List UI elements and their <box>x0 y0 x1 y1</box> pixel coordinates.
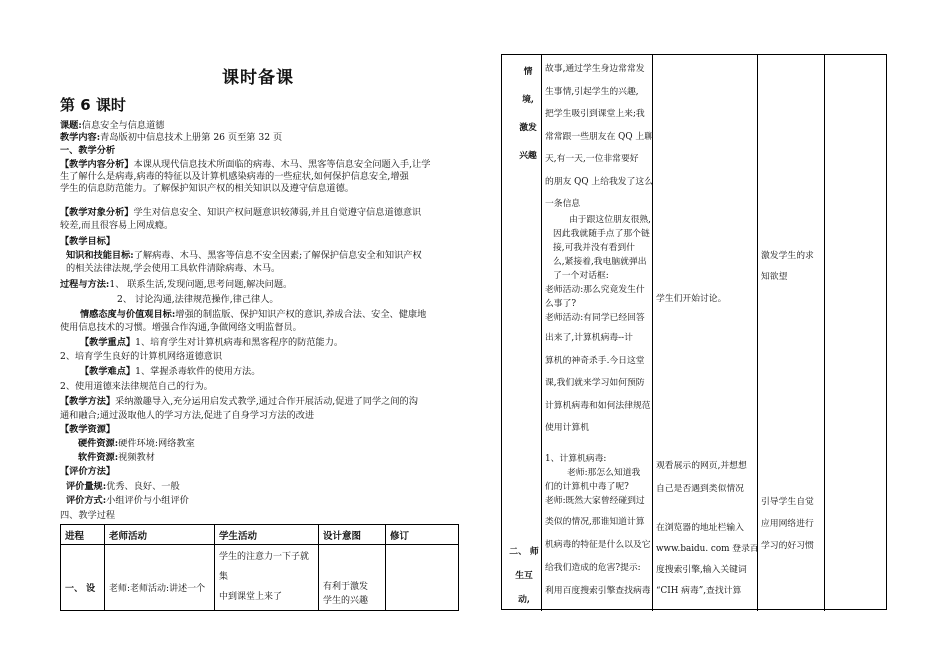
student-cell-2b <box>656 518 759 602</box>
row-student-line: 学生的注意力一下子就集 <box>219 552 310 582</box>
teacher-line: 给我们造成的危害?提示: <box>545 563 641 573</box>
software-resource-value: 视频教材 <box>118 452 155 463</box>
student-analysis-line-1 <box>60 207 421 218</box>
topic-label: 课题: <box>60 120 82 131</box>
evaluation-scale-label: 评价量规: <box>66 481 107 492</box>
content-analysis-text: 本课从现代信息技术所面临的病毒、木马、黑客等信息安全问题入手,让学 <box>133 159 431 170</box>
stage-text: 二、 师 <box>509 547 539 557</box>
difficult-point-1: 1、掌握杀毒软件的使用方法。 <box>135 366 261 377</box>
hardware-resource-label: 硬件资源: <box>78 438 119 449</box>
process-goal-line-1 <box>60 279 292 290</box>
table-row <box>61 545 459 611</box>
teacher-line: 老师:既然大家曾经碰到过 <box>545 496 645 506</box>
teacher-cell-2 <box>545 452 645 508</box>
intent-line: 学习的好习惯 <box>761 541 814 551</box>
row-intent <box>319 545 386 611</box>
knowledge-goal-label: 知识和技能目标: <box>66 250 134 261</box>
teacher-line: 把学生吸引到课堂上来;我 <box>545 109 645 119</box>
teacher-line: 出来了,计算机病毒--计 <box>545 333 633 343</box>
content-label: 教学内容: <box>60 132 101 143</box>
section-heading-process: 四、教学过程 <box>60 510 116 521</box>
teacher-line: 接,可我并没有看到什 <box>553 243 635 253</box>
intent-cell-2 <box>761 491 814 557</box>
intent-line: 应用网络进行 <box>761 519 814 529</box>
stage-text: 激发 <box>519 123 537 133</box>
methods-line-2: 通和融合;通过汲取他人的学习方法,促进了自身学习方法的改进 <box>60 410 315 421</box>
teacher-cell-1 <box>545 58 653 216</box>
software-resource-line <box>78 452 155 463</box>
goals-heading: 【教学目标】 <box>60 236 116 247</box>
teacher-line: 么事了? <box>545 299 577 309</box>
evaluation-scale-value: 优秀、良好、一般 <box>106 481 180 492</box>
right-page <box>475 0 950 671</box>
evaluation-way-value: 小组评价与小组评价 <box>106 495 189 506</box>
teacher-line: 常常跟一些朋友在 QQ 上聊 <box>545 131 653 142</box>
header-student: 学生活动 <box>215 525 319 545</box>
stage-cell-1 <box>513 58 543 170</box>
lesson-number: 第 6 课时 <box>60 96 126 114</box>
page-title: 课时备课 <box>222 68 294 88</box>
stage-cell-2 <box>505 540 543 612</box>
software-resource-label: 软件资源: <box>78 452 119 463</box>
student-analysis-label: 【教学对象分析】 <box>60 207 134 218</box>
teacher-line: 利用百度搜索引擎查找病毒 <box>545 586 651 596</box>
key-point-1: 1、培育学生对计算机病毒和黑客程序的防范能力。 <box>135 337 344 348</box>
teacher-line: 老师:那怎么知道我 <box>567 468 641 478</box>
teacher-line: 的朋友 QQ 上给我发了这么 <box>545 176 653 187</box>
teacher-line: 老师活动:有同学已经回答 <box>545 313 645 323</box>
intent-line: 引导学生自觉 <box>761 497 814 507</box>
process-goal-item-2: 2、 讨论沟通,法律规范操作,律己律人。 <box>117 294 279 305</box>
stage-text: 生互 <box>515 571 533 581</box>
evaluation-heading: 【评价方法】 <box>60 466 116 477</box>
teacher-cell-1c <box>545 327 651 440</box>
teacher-line: 算机的神奇杀手.今日这堂 <box>545 355 645 366</box>
row-student <box>215 545 319 611</box>
emotion-goal-line-1 <box>80 309 426 320</box>
key-points-label: 【教学重点】 <box>80 337 136 348</box>
teacher-line: 类似的情况,那谁知道计算 <box>545 517 645 527</box>
difficult-points-label: 【教学难点】 <box>80 366 136 377</box>
teacher-line: 1、计算机病毒: <box>545 454 607 464</box>
content-value: 青岛版初中信息技术上册第 26 页至第 32 页 <box>100 132 283 143</box>
teacher-line: 因此我就随手点了那个链 <box>553 229 650 239</box>
header-intent: 设计意图 <box>319 525 386 545</box>
process-table <box>60 524 459 611</box>
teacher-line: 天,有一天,一位非常要好 <box>545 154 639 164</box>
key-point-line-1 <box>80 337 343 348</box>
process-table-header <box>61 525 459 545</box>
teacher-cell-2b <box>545 511 651 603</box>
teacher-line: 了一个对话框: <box>553 271 609 281</box>
evaluation-way-label: 评价方式: <box>66 495 107 506</box>
teacher-line: 们的计算机中毒了呢? <box>545 482 629 492</box>
emotion-goal-label: 情感态度与价值观目标: <box>80 309 176 320</box>
section-heading-analysis: 一、教学分析 <box>60 145 116 156</box>
content-analysis-line-2: 生了解什么是病毒,病毒的特征以及计算机感染病毒的一些症状,如何保护信息安全,增强 <box>60 171 409 182</box>
intent-line: 激发学生的求 <box>761 251 814 261</box>
teacher-line: 么,紧接着,我电脑就弹出 <box>553 257 647 267</box>
content-line <box>60 132 282 143</box>
stage-text: 境, <box>522 95 534 105</box>
content-analysis-line-1 <box>60 159 430 170</box>
row-teacher: 老师:老师活动:讲述一个 <box>105 545 215 611</box>
student-line: 在浏览器的地址栏输入 <box>656 523 744 533</box>
process-goal-item-1: 1、 联系生活,发现问题,思考问题,解决问题。 <box>109 279 293 290</box>
header-teacher: 老师活动 <box>105 525 215 545</box>
student-analysis-line-2: 较差,而且很容易上网成瘾。 <box>60 220 174 231</box>
resources-heading: 【教学资源】 <box>60 424 116 435</box>
teacher-line: 计算机病毒和如何法律规范 <box>545 400 651 411</box>
topic-value: 信息安全与信息道德 <box>81 120 165 131</box>
emotion-goal-line-2: 使用信息技术的习惯。增强合作沟通,争做网络文明监督员。 <box>60 322 302 333</box>
content-analysis-line-3: 学生的信息防范能力。了解保护知识产权的相关知识以及遵守信息道德。 <box>60 183 354 194</box>
student-cell-1: 学生们开始讨论。 <box>656 294 727 304</box>
student-line: 度搜索引擎,输入关键词 <box>656 565 747 575</box>
header-stage: 进程 <box>61 525 105 545</box>
student-cell-2 <box>656 455 747 501</box>
stage-text: 兴趣 <box>519 151 537 161</box>
knowledge-goal-line-2: 的相关法律法规,学会使用工具软件清除病毒、木马。 <box>66 263 281 274</box>
header-revision: 修订 <box>386 525 459 545</box>
teacher-cell-1b <box>545 213 651 325</box>
student-line: 观看展示的网页,并想想 <box>656 461 747 471</box>
student-analysis-text: 学生对信息安全、知识产权问题意识较薄弱,并且自觉遵守信息道德意识 <box>133 207 422 218</box>
knowledge-goal-line-1 <box>66 250 422 261</box>
methods-label: 【教学方法】 <box>60 396 116 407</box>
stage-text: 情 <box>523 67 533 77</box>
key-point-2: 2、培育学生良好的计算机网络道德意识 <box>60 351 223 362</box>
evaluation-way-line <box>66 495 189 506</box>
teacher-line: 故事,通过学生身边常常发 <box>545 64 645 74</box>
intent-line: 知欲望 <box>761 272 788 282</box>
knowledge-goal-text: 了解病毒、木马、黑客等信息不安全因素;了解保护信息安全和知识产权 <box>133 250 422 261</box>
row-intent-line: 有利于激发 <box>323 582 369 592</box>
evaluation-scale-line <box>66 481 180 492</box>
difficult-point-2: 2、使用道德来法律规范自己的行为。 <box>60 381 213 392</box>
intent-cell-1 <box>761 246 814 288</box>
methods-line-1 <box>60 396 418 407</box>
methods-text: 采纳激趣导入,充分运用启发式教学,通过合作开展活动,促进了同学之间的沟 <box>115 396 418 407</box>
teacher-line: 生事情,引起学生的兴趣, <box>545 86 639 97</box>
teacher-line: 使用计算机 <box>545 423 589 433</box>
row-stage: 一、 设 <box>61 545 105 611</box>
row-intent-line: 学生的兴趣 <box>323 596 369 606</box>
teacher-line: 一条信息 <box>545 199 581 209</box>
content-analysis-label: 【教学内容分析】 <box>60 159 134 170</box>
teacher-line: 机病毒的特征是什么以及它 <box>545 540 651 550</box>
student-line: “CIH 病毒”,查找计算 <box>656 586 742 596</box>
difficult-point-line-1 <box>80 366 260 377</box>
student-line: www.baidu. com 登录百 <box>656 544 759 554</box>
emotion-goal-text: 增强的制监版、保护知识产权的意识,养成合法、安全、健康地 <box>175 309 427 320</box>
teacher-line: 由于跟这位朋友很熟, <box>569 215 651 225</box>
column-divider <box>824 55 825 611</box>
teacher-line: 课,我们就来学习如何预防 <box>545 378 645 388</box>
topic-line <box>60 120 164 131</box>
hardware-resource-value: 硬件环境:网络教室 <box>118 438 195 449</box>
stage-text: 动, <box>518 595 530 605</box>
row-revision <box>386 545 459 611</box>
row-student-line: 中到课堂上来了 <box>219 592 283 602</box>
student-line: 自己是否遇到类似情况 <box>656 484 744 494</box>
hardware-resource-line <box>78 438 195 449</box>
teacher-line: 老师活动:那么究竟发生什 <box>545 285 645 295</box>
process-goal-label: 过程与方法: <box>60 279 110 290</box>
